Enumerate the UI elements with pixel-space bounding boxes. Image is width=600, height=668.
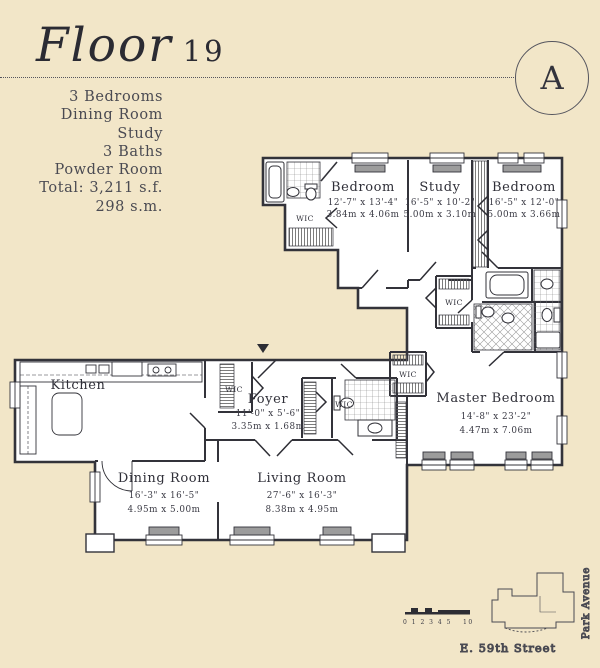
entry-arrow-icon	[257, 344, 269, 353]
street-label: E. 59th Street	[459, 641, 557, 655]
scale-ticks: 0 1 2 3 4 5	[403, 619, 452, 626]
summary-line: 3 Bedrooms	[69, 89, 163, 105]
summary-line: 298 s.m.	[95, 198, 163, 215]
svg-text:14'-8" x 23'-2": 14'-8" x 23'-2"	[460, 412, 532, 422]
scale-end-tick: 10	[463, 619, 474, 626]
svg-text:16'-5" x 10'-2": 16'-5" x 10'-2"	[404, 198, 476, 208]
room-label-kitchen	[50, 378, 105, 393]
svg-text:Living Room: Living Room	[257, 471, 347, 486]
scale-bar	[403, 608, 474, 626]
room-label-bedroom-left	[327, 180, 400, 220]
room-label-living-room	[257, 471, 347, 515]
svg-text:Kitchen: Kitchen	[50, 378, 106, 393]
wic-label: WIC	[225, 385, 243, 394]
svg-text:3.84m x 4.06m: 3.84m x 4.06m	[326, 210, 400, 220]
svg-text:Bedroom: Bedroom	[331, 180, 395, 195]
location-map	[460, 567, 592, 655]
mini-map-outline	[492, 573, 574, 628]
wic-label: WIC	[296, 214, 314, 223]
title-floor-number: 19	[182, 34, 226, 68]
svg-text:11'-0" x 5'-6": 11'-0" x 5'-6"	[235, 409, 301, 419]
svg-text:5.00m x 3.66m: 5.00m x 3.66m	[487, 210, 561, 220]
summary-line: Study	[117, 125, 163, 142]
wic-label: WIC	[335, 400, 353, 409]
room-label-dining-room	[118, 471, 210, 515]
svg-text:Foyer: Foyer	[247, 392, 289, 407]
svg-text:27'-6" x 16'-3": 27'-6" x 16'-3"	[266, 491, 338, 501]
master-bathrooms	[474, 270, 560, 350]
svg-text:16'-5" x 12'-0": 16'-5" x 12'-0"	[488, 198, 560, 208]
svg-text:3.35m x 1.68m: 3.35m x 1.68m	[231, 422, 305, 432]
svg-text:12'-7" x 13'-4": 12'-7" x 13'-4"	[327, 198, 399, 208]
unit-letter: A	[540, 59, 564, 97]
summary-line: Powder Room	[54, 162, 163, 179]
title-script-word: Floor	[36, 18, 173, 73]
svg-text:4.47m x 7.06m: 4.47m x 7.06m	[459, 426, 533, 436]
summary-line: 3 Baths	[103, 143, 163, 160]
svg-text:5.00m x 3.10m: 5.00m x 3.10m	[403, 210, 477, 220]
svg-text:Study: Study	[419, 180, 461, 195]
summary-line: Total: 3,211 s.f.	[39, 180, 163, 197]
svg-text:Bedroom: Bedroom	[492, 180, 556, 195]
svg-text:16'-3" x 16'-5": 16'-3" x 16'-5"	[128, 491, 200, 501]
summary-line: Dining Room	[60, 107, 163, 124]
avenue-label: Park Avenue	[581, 566, 592, 640]
svg-text:4.95m x 5.00m: 4.95m x 5.00m	[127, 505, 201, 515]
room-label-bedroom-right	[488, 180, 561, 220]
wic-label: WIC	[445, 298, 463, 307]
svg-text:8.38m x 4.95m: 8.38m x 4.95m	[265, 505, 339, 515]
wic-label: WIC	[399, 370, 417, 379]
svg-text:Master Bedroom: Master Bedroom	[436, 391, 556, 406]
svg-text:Dining Room: Dining Room	[117, 471, 211, 486]
